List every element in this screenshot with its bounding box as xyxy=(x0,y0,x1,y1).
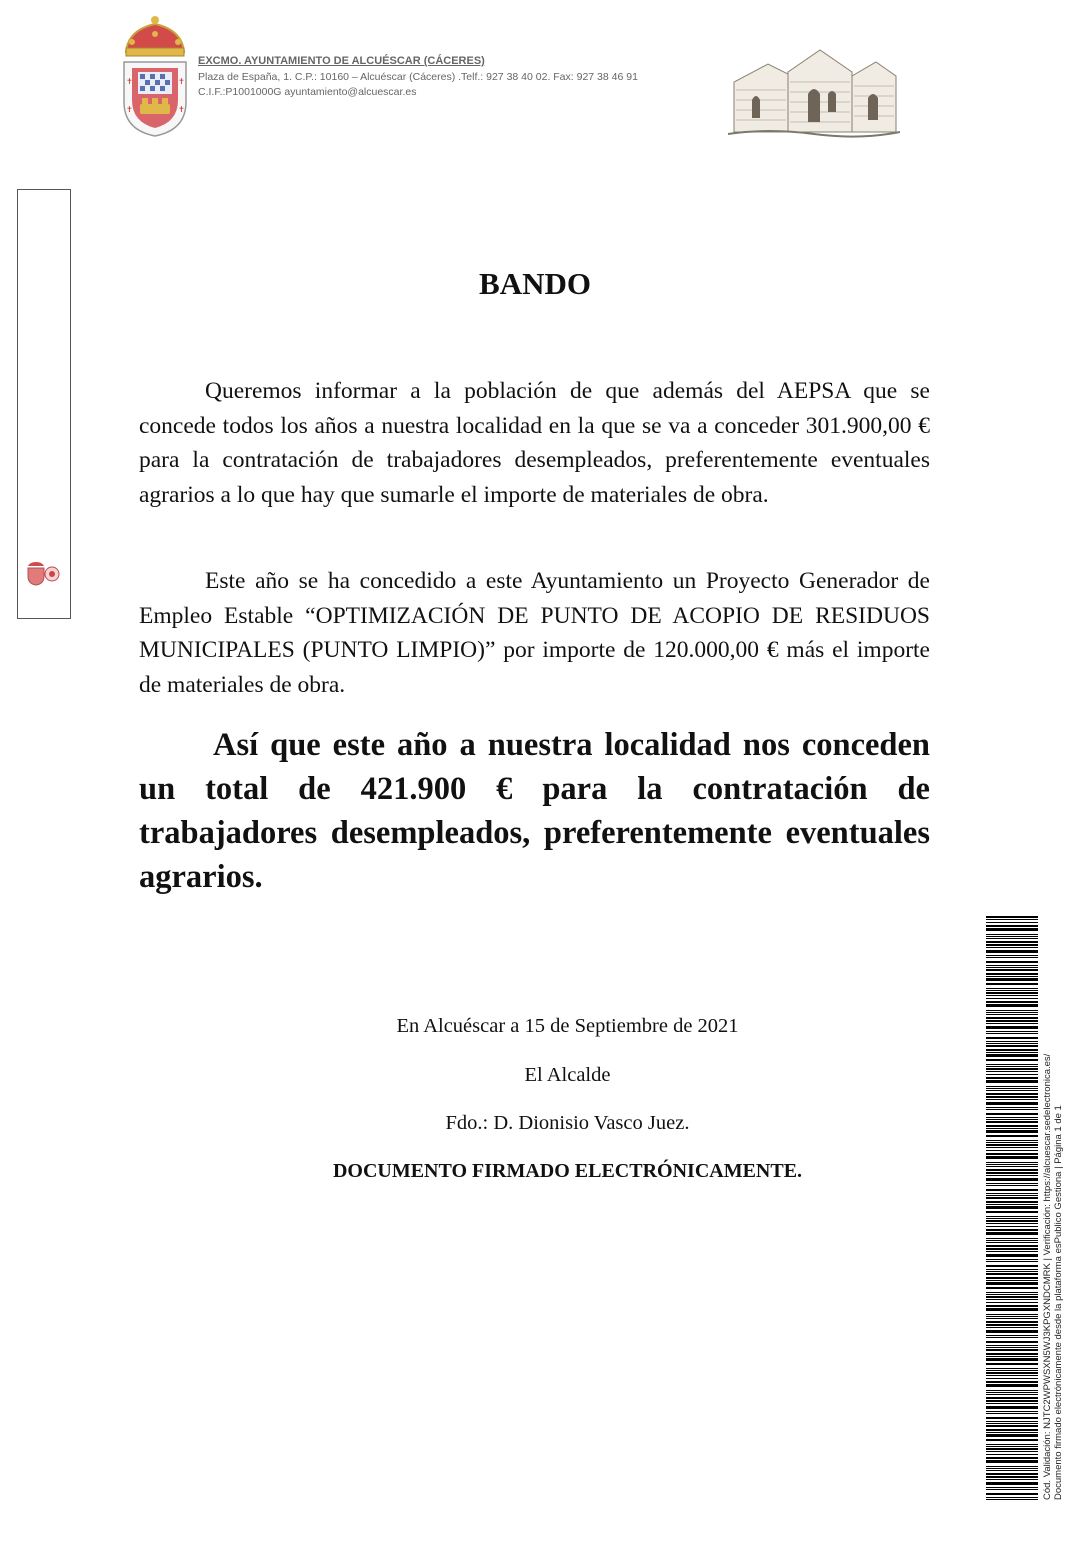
barcode-bar xyxy=(986,941,1038,943)
barcode-bar xyxy=(986,1193,1038,1194)
barcode-bar xyxy=(986,1232,1038,1235)
barcode-bar xyxy=(986,1130,1038,1133)
barcode-bar xyxy=(986,1014,1038,1015)
barcode-bar xyxy=(986,1468,1038,1469)
barcode-bar xyxy=(986,1150,1038,1151)
barcode-bar xyxy=(986,1229,1038,1231)
barcode-bar xyxy=(986,1175,1038,1176)
barcode-bar xyxy=(986,1335,1038,1336)
barcode-bar xyxy=(986,1497,1038,1498)
barcode-bar xyxy=(986,1125,1038,1127)
barcode-bar xyxy=(986,1439,1038,1441)
barcode-bar xyxy=(986,1318,1038,1319)
barcode-bar xyxy=(986,922,1038,923)
barcode-bar xyxy=(986,1185,1038,1186)
barcode-bar xyxy=(986,967,1038,968)
barcode-bar xyxy=(986,1254,1038,1257)
barcode-bar xyxy=(986,1169,1038,1171)
barcode-bar xyxy=(986,1330,1038,1333)
barcode-bar xyxy=(986,1142,1038,1143)
barcode-bar xyxy=(986,1164,1038,1165)
barcode-bar xyxy=(986,1390,1038,1391)
barcode-bar xyxy=(986,1001,1038,1003)
svg-text:✝: ✝ xyxy=(178,105,185,114)
barcode-bar xyxy=(986,1460,1038,1463)
barcode-bar xyxy=(986,1406,1038,1409)
barcode-bar xyxy=(986,1140,1038,1141)
barcode-bar xyxy=(986,1026,1038,1029)
barcode-bar xyxy=(986,916,1038,918)
barcode-bar xyxy=(986,1473,1038,1475)
barcode-bar xyxy=(986,969,1038,971)
barcode-bar xyxy=(986,1432,1038,1433)
barcode-bar xyxy=(986,947,1038,948)
barcode-bar xyxy=(986,1012,1038,1013)
barcode-bar xyxy=(986,965,1038,966)
barcode-bar xyxy=(986,1220,1038,1222)
barcode-bar xyxy=(986,1384,1038,1387)
barcode-bar xyxy=(986,1423,1038,1424)
barcode-bar xyxy=(986,1216,1038,1217)
barcode-bar xyxy=(986,1403,1038,1404)
barcode-bar xyxy=(986,1378,1038,1379)
org-address: Plaza de España, 1. C.P.: 10160 – Alcuéscar (Cáceres) .Telf.: 927 38 40 02. Fax: 927 38 46 91 xyxy=(198,71,638,83)
barcode-bar xyxy=(986,1444,1038,1445)
barcode-bar xyxy=(986,1017,1038,1019)
barcode-bar xyxy=(986,973,1038,975)
barcode-bar xyxy=(986,1023,1038,1024)
barcode-bar xyxy=(986,1482,1038,1485)
barcode-bar xyxy=(986,1109,1038,1110)
barcode-bar xyxy=(986,1292,1038,1293)
barcode-bar xyxy=(986,1153,1038,1155)
barcode-bar xyxy=(986,1223,1038,1224)
barcode-bar xyxy=(986,1271,1038,1272)
signed-note: DOCUMENTO FIRMADO ELECTRÓNICAMENTE. xyxy=(332,1160,803,1182)
barcode-bar xyxy=(986,1204,1038,1205)
barcode-bar xyxy=(986,1156,1038,1159)
barcode-bar xyxy=(986,1397,1038,1399)
barcode-bar xyxy=(986,1261,1038,1262)
barcode-bar xyxy=(986,1099,1038,1100)
barcode-bar xyxy=(986,1010,1038,1011)
barcode-bar xyxy=(986,1314,1038,1315)
barcode-bar xyxy=(986,1245,1038,1247)
barcode-bar xyxy=(986,1324,1038,1326)
barcode-bar xyxy=(986,928,1038,931)
barcode-bar xyxy=(986,978,1038,981)
barcode-bar xyxy=(986,1358,1038,1361)
barcode-bar xyxy=(986,1280,1038,1281)
barcode-bar xyxy=(986,1045,1038,1047)
barcode-bar xyxy=(986,1499,1038,1500)
barcode-bar xyxy=(986,1305,1038,1307)
barcode-bar xyxy=(986,1144,1038,1146)
barcode-bar xyxy=(986,1102,1038,1105)
place-date: En Alcuéscar a 15 de Septiembre de 2021 xyxy=(396,1015,739,1037)
mini-coat-of-arms-icon xyxy=(24,560,60,586)
barcode-bar xyxy=(986,1489,1038,1490)
org-name: EXCMO. AYUNTAMIENTO DE ALCUÉSCAR (CÁCERES) xyxy=(198,55,485,67)
barcode-bar xyxy=(986,1080,1038,1083)
barcode-bar xyxy=(986,988,1038,989)
barcode-bar xyxy=(986,1135,1038,1137)
barcode-bar xyxy=(986,1059,1038,1061)
barcode-bar xyxy=(986,1037,1038,1039)
barcode-bar xyxy=(986,1287,1038,1289)
barcode-bar xyxy=(986,1353,1038,1355)
barcode-bar xyxy=(986,1117,1038,1118)
signature-text xyxy=(0,445,32,618)
church-illustration xyxy=(728,42,900,138)
barcode-bar xyxy=(986,1370,1038,1371)
barcode-bar xyxy=(986,1417,1038,1419)
signer-name: Fdo.: D. Dionisio Vasco Juez. xyxy=(445,1112,690,1134)
barcode-bar xyxy=(986,1487,1038,1488)
barcode-bar xyxy=(986,1265,1038,1267)
barcode-bar xyxy=(986,944,1038,946)
barcode-bar xyxy=(986,1121,1038,1123)
barcode-bar xyxy=(986,1347,1038,1348)
barcode-bar xyxy=(986,1052,1038,1053)
barcode-bar xyxy=(986,1074,1038,1075)
barcode-bar xyxy=(986,1368,1038,1369)
barcode-bar xyxy=(986,1411,1038,1412)
barcode-bar xyxy=(986,961,1038,963)
barcode-bar xyxy=(986,1071,1038,1072)
barcode-bar xyxy=(986,919,1038,920)
barcode-bar xyxy=(986,1434,1038,1437)
barcode-bar xyxy=(986,1321,1038,1323)
svg-text:✝: ✝ xyxy=(126,105,133,114)
barcode-bar xyxy=(986,1068,1038,1070)
verification-text xyxy=(1042,1054,1064,1500)
barcode-bar xyxy=(986,992,1038,994)
barcode-bar xyxy=(986,1128,1038,1129)
barcode-bar xyxy=(986,1446,1038,1447)
barcode-bar xyxy=(986,1259,1038,1260)
barcode-bar xyxy=(986,1178,1038,1181)
barcode-bar xyxy=(986,1345,1038,1346)
verification-line-2: Documento firmado electrónicamente desde la plataforma esPublico Gestiona | Página 1 de 1 xyxy=(1053,1105,1064,1500)
svg-text:✝: ✝ xyxy=(126,77,133,86)
barcode-bar xyxy=(986,1189,1038,1191)
barcode-bar xyxy=(986,1147,1038,1148)
paragraph-2: Este año se ha concedido a este Ayuntamiento un Proyecto Generador de Empleo Estable “OPTIMIZACIÓN DE PUNTO DE ACOPIO DE RESIDUOS MUNICIPALES (PUNTO LIMPIO)” por importe de 120.000,00 € más el importe de materiales de obra. xyxy=(139,568,930,698)
barcode-bar xyxy=(986,1470,1038,1471)
barcode-bar xyxy=(986,1375,1038,1376)
barcode-bar xyxy=(986,955,1038,956)
barcode-bar xyxy=(986,1308,1038,1311)
barcode-bar xyxy=(986,957,1038,958)
barcode-bar xyxy=(986,1448,1038,1450)
barcode-bar xyxy=(986,950,1038,953)
barcode-bar xyxy=(986,1457,1038,1459)
barcode-bar xyxy=(986,1454,1038,1455)
barcode-bar xyxy=(986,1064,1038,1065)
barcode-bar xyxy=(986,1299,1038,1300)
signer-title: El Alcalde xyxy=(524,1064,611,1086)
barcode-bar xyxy=(986,938,1038,939)
barcode-bar xyxy=(986,1020,1038,1022)
barcode-bar xyxy=(986,1248,1038,1250)
barcode-bar xyxy=(986,1197,1038,1199)
page-title: BANDO xyxy=(479,266,591,301)
barcode-bar xyxy=(986,1356,1038,1357)
barcode-bar xyxy=(986,1363,1038,1365)
barcode-bar xyxy=(986,1172,1038,1174)
barcode-bar xyxy=(986,1054,1038,1057)
barcode-bar xyxy=(986,1269,1038,1270)
barcode-bar xyxy=(986,1211,1038,1213)
barcode-bar xyxy=(986,1041,1038,1042)
barcode-bar xyxy=(986,983,1038,985)
barcode-bar xyxy=(986,990,1038,991)
barcode-bar xyxy=(986,1466,1038,1467)
barcode-bar xyxy=(986,1476,1038,1478)
barcode-bar xyxy=(986,1349,1038,1351)
barcode-bar xyxy=(986,1327,1038,1328)
barcode-bar xyxy=(986,1077,1038,1079)
barcode-bar xyxy=(986,1201,1038,1203)
barcode-bar xyxy=(986,1479,1038,1480)
barcode-bar xyxy=(986,1096,1038,1098)
barcode-bar xyxy=(986,1033,1038,1034)
barcode-bar xyxy=(986,1277,1038,1279)
barcode-bar xyxy=(986,1119,1038,1120)
barcode-bar xyxy=(986,1296,1038,1298)
barcode-bar xyxy=(986,1413,1038,1414)
barcode-bar xyxy=(986,1392,1038,1393)
barcode-bar xyxy=(986,1282,1038,1285)
paragraph-1: Queremos informar a la población de que además del AEPSA que se concede todos los años a nuestra localidad en la que se va a conceder 301.900,00 € para la contratación de trabajadores desempleados, preferentemente eventuales agrarios a lo que hay que sumarle el importe de materiales de obra. xyxy=(139,378,930,508)
barcode-bar xyxy=(986,1251,1038,1252)
barcode-bar xyxy=(986,1113,1038,1115)
barcode-bar xyxy=(986,1372,1038,1374)
barcode-bar xyxy=(986,1451,1038,1452)
barcode-bar xyxy=(986,1107,1038,1108)
barcode-bar xyxy=(986,1337,1038,1338)
barcode-bar xyxy=(986,1093,1038,1095)
barcode-bar xyxy=(986,1066,1038,1067)
barcode-bar xyxy=(986,1341,1038,1343)
barcode-bar xyxy=(986,934,1038,935)
barcode-bar xyxy=(986,1195,1038,1196)
barcode-bar xyxy=(986,1183,1038,1184)
barcode-bar xyxy=(986,936,1038,937)
barcode-bar xyxy=(986,1421,1038,1422)
barcode-bar xyxy=(986,1031,1038,1032)
barcode-bar xyxy=(986,1049,1038,1051)
barcode xyxy=(986,916,1038,1500)
coat-of-arms-icon xyxy=(118,12,192,138)
barcode-bar xyxy=(986,1162,1038,1163)
barcode-bar xyxy=(986,1043,1038,1044)
barcode-bar xyxy=(986,1004,1038,1007)
barcode-bar xyxy=(986,1238,1038,1239)
barcode-bar xyxy=(986,1429,1038,1431)
org-cif-email: C.I.F.:P1001000G ayuntamiento@alcuescar.es xyxy=(198,86,417,98)
barcode-bar xyxy=(986,1242,1038,1243)
barcode-bar xyxy=(986,1086,1038,1087)
barcode-bar xyxy=(986,1381,1038,1383)
barcode-bar xyxy=(986,1166,1038,1167)
barcode-bar xyxy=(986,1400,1038,1402)
barcode-bar xyxy=(986,995,1038,996)
barcode-bar xyxy=(986,1273,1038,1275)
barcode-bar xyxy=(986,998,1038,999)
barcode-bar xyxy=(986,1425,1038,1427)
barcode-bar xyxy=(986,1090,1038,1091)
barcode-bar xyxy=(986,1206,1038,1209)
barcode-bar xyxy=(986,925,1038,927)
barcode-bar xyxy=(986,1394,1038,1395)
barcode-bar xyxy=(986,1493,1038,1495)
paragraph-3-highlight: Así que este año a nuestra localidad nos conceden un total de 421.900 € para la contratación de trabajadores desempleados, preferentemente eventuales agrarios. xyxy=(139,727,930,895)
barcode-bar xyxy=(986,1240,1038,1241)
barcode-bar xyxy=(986,1316,1038,1317)
barcode-bar xyxy=(986,1294,1038,1295)
barcode-bar xyxy=(986,1218,1038,1219)
verification-line-1: Cód. Validación: NJTC2WPWSXN5WJ3KPGXNDCMRK | Verificación: https://alcuescar.sedelectronica.es/ xyxy=(1042,1053,1053,1500)
barcode-bar xyxy=(986,976,1038,977)
svg-text:✝: ✝ xyxy=(178,77,185,86)
signature-box xyxy=(17,189,71,619)
barcode-bar xyxy=(986,1302,1038,1303)
barcode-bar xyxy=(986,1226,1038,1227)
barcode-bar xyxy=(986,1088,1038,1089)
